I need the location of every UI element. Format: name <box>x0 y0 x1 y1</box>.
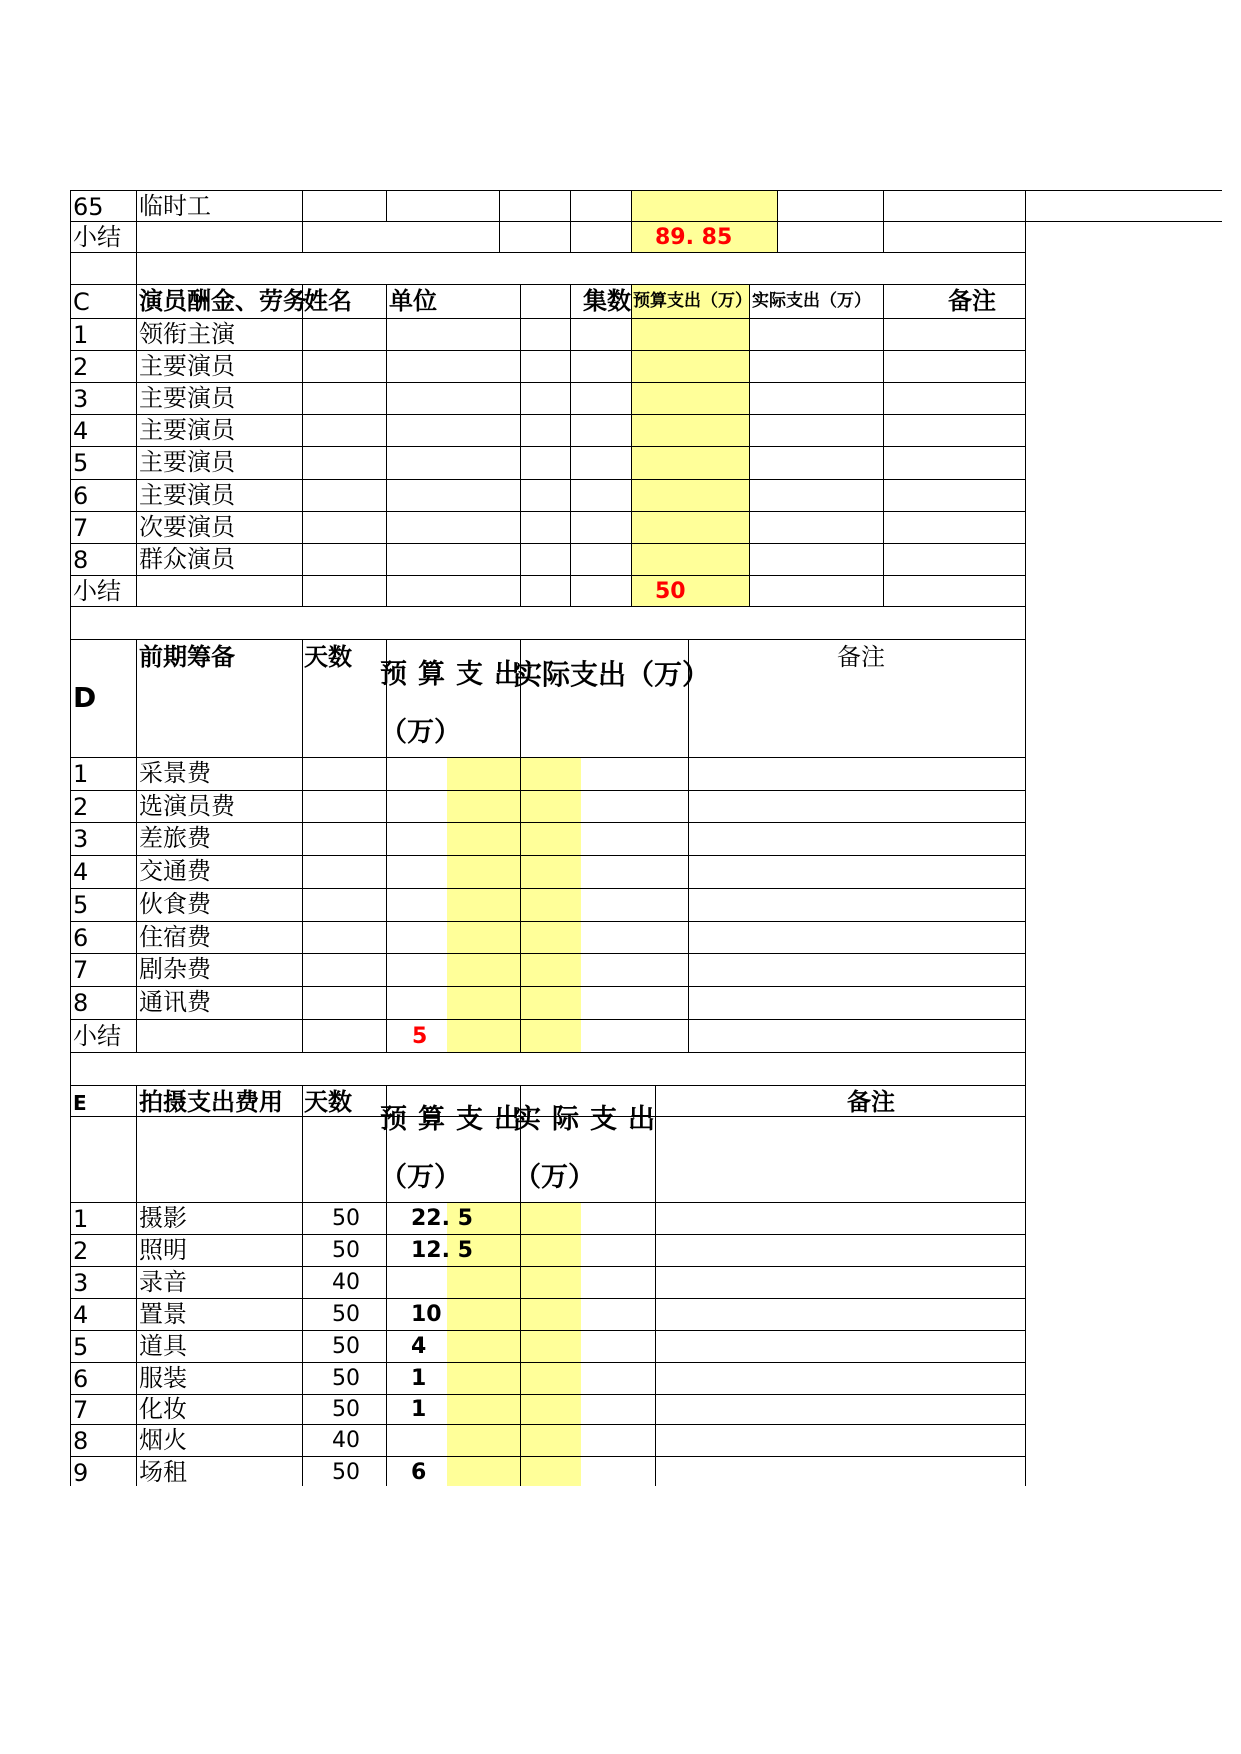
item-label: 主要演员 <box>139 481 235 509</box>
days-value: 50 <box>332 1238 360 1263</box>
row-number: 65 <box>73 193 104 221</box>
subtotal-budget: 50 <box>655 579 686 604</box>
item-label: 主要演员 <box>139 448 235 476</box>
days-value: 50 <box>332 1397 360 1422</box>
item-label: 采景费 <box>139 759 211 787</box>
row-number: 8 <box>73 1427 89 1455</box>
days-value: 50 <box>332 1206 360 1231</box>
header-budget: 预算支出（万） <box>633 291 752 311</box>
row-number: 5 <box>73 891 89 919</box>
budget-value: 1 <box>411 1366 427 1391</box>
budget-column-c <box>631 284 749 606</box>
subtotal-label: 小结 <box>73 1022 121 1050</box>
section-code: D <box>73 681 97 714</box>
header-budget-line2: （万） <box>380 717 461 748</box>
budget-value: 10 <box>411 1302 442 1327</box>
budget-column-d <box>447 757 581 1052</box>
budget-value: 22. 5 <box>411 1206 473 1231</box>
row-number: 5 <box>73 1333 89 1361</box>
row-number: 3 <box>73 1269 89 1297</box>
row-number: 6 <box>73 924 89 952</box>
item-label: 摄影 <box>139 1204 187 1232</box>
row-number: 8 <box>73 546 89 574</box>
header-item: 演员酬金、劳务 <box>139 287 307 315</box>
item-label: 录音 <box>139 1268 187 1296</box>
budget-value: 6 <box>411 1460 427 1485</box>
header-budget-line1: 预算支出 <box>380 1104 532 1135</box>
section-code: E <box>73 1091 87 1115</box>
header-actual-line2: （万） <box>514 1162 595 1193</box>
row-number: 6 <box>73 1365 89 1393</box>
item-label: 住宿费 <box>139 923 211 951</box>
item-label: 剧杂费 <box>139 955 211 983</box>
header-item: 前期筹备 <box>139 643 235 671</box>
row-number: 3 <box>73 825 89 853</box>
days-value: 50 <box>332 1366 360 1391</box>
item-label: 领衔主演 <box>139 320 235 348</box>
item-label: 服装 <box>139 1364 187 1392</box>
item-label: 次要演员 <box>139 513 235 541</box>
days-value: 40 <box>332 1428 360 1453</box>
row-number: 3 <box>73 385 89 413</box>
item-label: 临时工 <box>139 192 211 220</box>
header-unit: 单位 <box>389 287 437 315</box>
row-number: 7 <box>73 1396 89 1424</box>
section-code: C <box>73 288 90 316</box>
item-label: 场租 <box>139 1458 187 1486</box>
row-number: 6 <box>73 482 89 510</box>
header-remark: 备注 <box>847 1088 895 1116</box>
row-number: 4 <box>73 417 89 445</box>
row-number: 5 <box>73 449 89 477</box>
days-value: 50 <box>332 1302 360 1327</box>
row-number: 4 <box>73 1301 89 1329</box>
row-number: 7 <box>73 514 89 542</box>
header-episodes: 集数 <box>583 287 631 315</box>
row-number: 2 <box>73 353 89 381</box>
item-label: 主要演员 <box>139 352 235 380</box>
subtotal-budget: 5 <box>412 1024 428 1049</box>
item-label: 主要演员 <box>139 384 235 412</box>
item-label: 道具 <box>139 1332 187 1360</box>
header-budget-line2: （万） <box>380 1162 461 1193</box>
item-label: 伙食费 <box>139 890 211 918</box>
budget-value: 4 <box>411 1334 427 1359</box>
row-number: 1 <box>73 321 89 349</box>
item-label: 差旅费 <box>139 824 211 852</box>
budget-value: 1 <box>411 1397 427 1422</box>
header-actual: 实际支出（万） <box>752 291 871 311</box>
days-value: 40 <box>332 1270 360 1295</box>
item-label: 通讯费 <box>139 988 211 1016</box>
header-days: 天数 <box>304 1088 352 1116</box>
budget-sheet <box>70 190 1222 1650</box>
item-label: 群众演员 <box>139 545 235 573</box>
item-label: 烟火 <box>139 1426 187 1454</box>
item-label: 主要演员 <box>139 416 235 444</box>
header-actual: 实际支出（万） <box>514 658 711 691</box>
item-label: 化妆 <box>139 1395 187 1423</box>
subtotal-budget: 89. 85 <box>655 225 733 250</box>
row-number: 1 <box>73 760 89 788</box>
subtotal-label: 小结 <box>73 577 121 605</box>
row-number: 7 <box>73 956 89 984</box>
days-value: 50 <box>332 1460 360 1485</box>
row-number: 4 <box>73 858 89 886</box>
header-item: 拍摄支出费用 <box>139 1088 283 1116</box>
row-number: 1 <box>73 1205 89 1233</box>
row-number: 2 <box>73 793 89 821</box>
item-label: 照明 <box>139 1236 187 1264</box>
header-actual-line1: 实际支出 <box>514 1104 666 1135</box>
header-days: 天数 <box>304 643 352 671</box>
row-number: 2 <box>73 1237 89 1265</box>
header-name: 姓名 <box>304 287 352 315</box>
item-label: 置景 <box>139 1300 187 1328</box>
item-label: 交通费 <box>139 857 211 885</box>
subtotal-label: 小结 <box>73 223 121 251</box>
item-label: 选演员费 <box>139 792 235 820</box>
header-remark: 备注 <box>837 643 885 671</box>
row-number: 9 <box>73 1459 89 1487</box>
row-number: 8 <box>73 989 89 1017</box>
days-value: 50 <box>332 1334 360 1359</box>
header-remark: 备注 <box>948 287 996 315</box>
budget-value: 12. 5 <box>411 1238 473 1263</box>
header-budget-line1: 预算支出 <box>380 659 532 690</box>
